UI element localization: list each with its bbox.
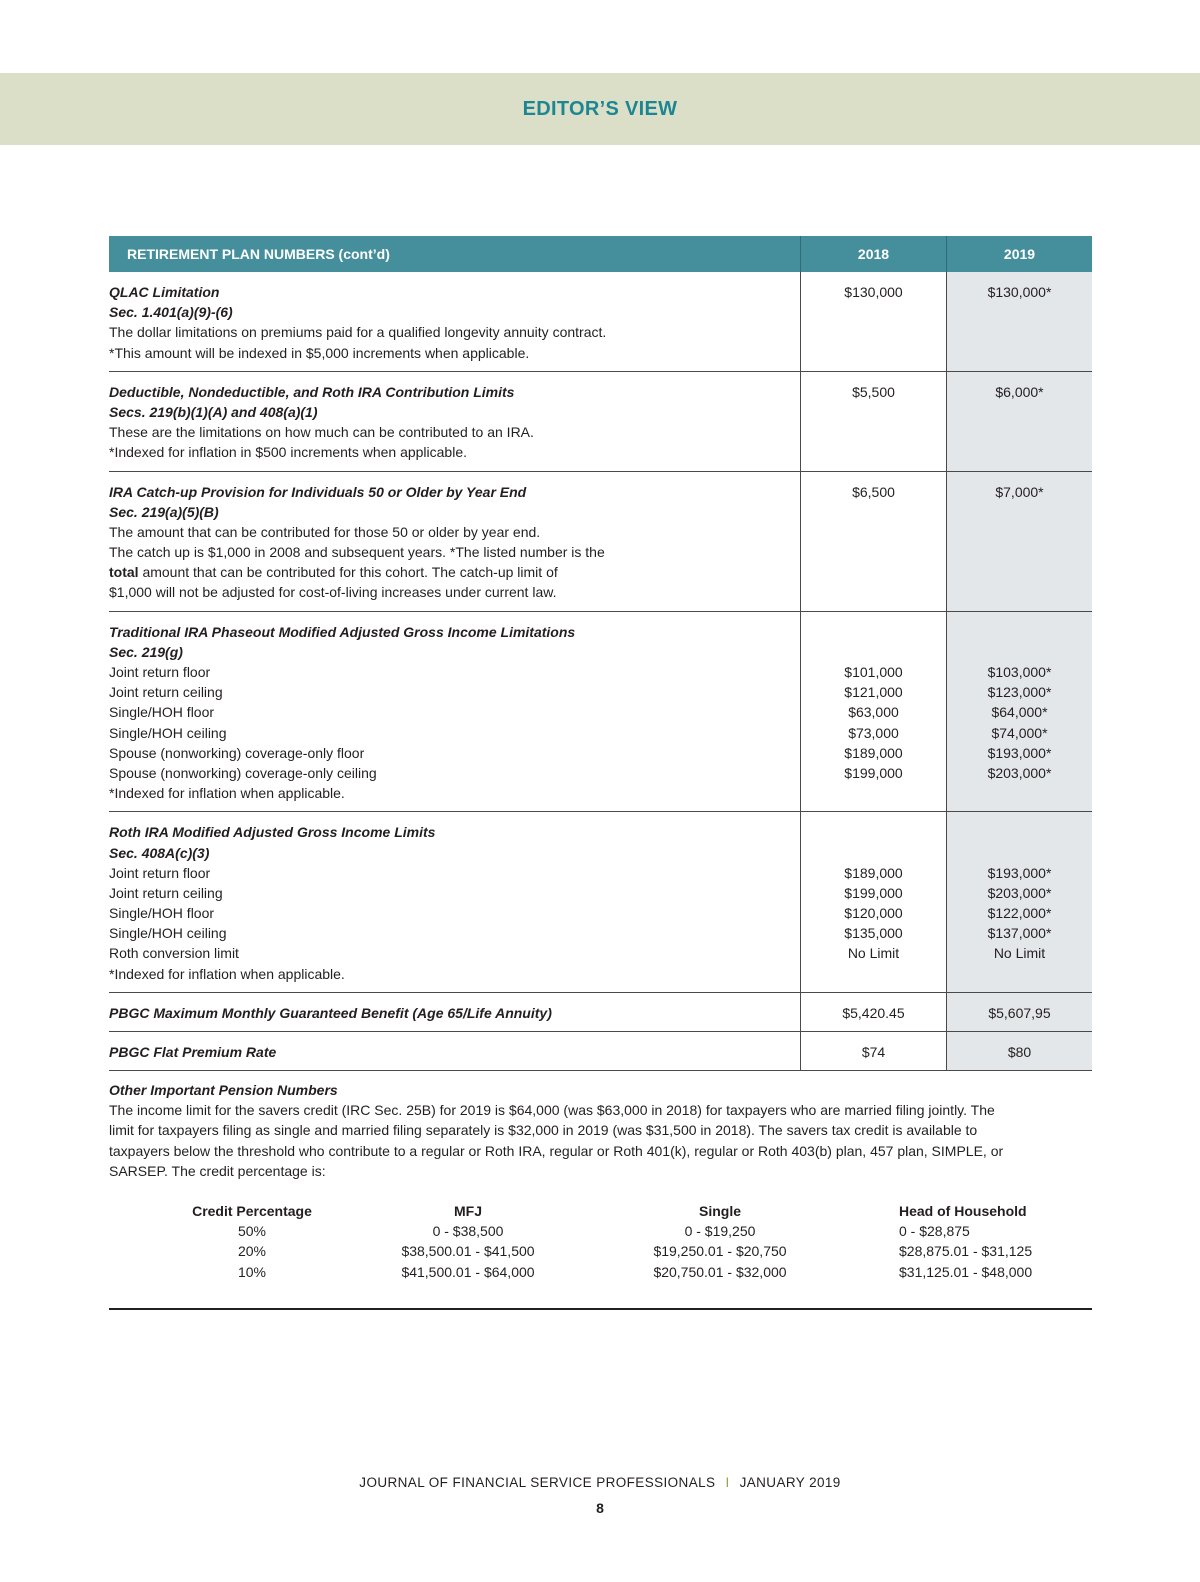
item-label: Single/HOH ceiling — [109, 724, 227, 741]
credit-cell: $38,500.01 - $41,500 — [401, 1243, 535, 1260]
value-2018: $73,000 — [848, 724, 899, 741]
credit-cell: 10% — [237, 1263, 267, 1280]
item-label: Joint return floor — [109, 864, 211, 881]
item-label: Joint return ceiling — [109, 884, 223, 901]
value-2019: $193,000* — [987, 744, 1052, 761]
value-2019: $137,000* — [987, 925, 1052, 942]
row-title: PBGC Maximum Monthly Guaranteed Benefit (Age 65/Life Annuity) — [109, 1004, 552, 1021]
row-section: Sec. 1.401(a)(9)-(6) — [109, 304, 233, 321]
item-label: Joint return floor — [109, 664, 211, 680]
item-label: Single/HOH ceiling — [109, 925, 227, 942]
table-row — [109, 272, 1092, 372]
journal-name: JOURNAL OF FINANCIAL SERVICE PROFESSIONALS — [359, 1475, 716, 1490]
value-2018: $5,500 — [852, 383, 895, 400]
value-2019: $203,000* — [987, 764, 1052, 781]
item-label: Single/HOH floor — [109, 704, 215, 721]
item-label: Spouse (nonworking) coverage-only floor — [109, 744, 365, 761]
item-label: Single/HOH floor — [109, 905, 215, 922]
value-2019: $74,000* — [991, 724, 1048, 741]
bottom-divider — [109, 1308, 1092, 1310]
banner-title: EDITOR’S VIEW — [522, 97, 678, 120]
credit-cell: $19,250.01 - $20,750 — [653, 1243, 787, 1260]
credit-cell: $41,500.01 - $64,000 — [401, 1263, 535, 1280]
row-text — [109, 562, 794, 582]
credit-header-cell: Credit Percentage — [192, 1203, 312, 1219]
credit-table-row — [109, 1221, 1092, 1241]
credit-cell: 0 - $19,250 — [684, 1223, 756, 1240]
other-text: The income limit for the savers credit (IRC Sec. 25B) for 2019 is $64,000 (was $63,000 in 2018) for taxpayers who are married filing jointly. The — [109, 1102, 995, 1119]
value-2018: $130,000 — [844, 284, 903, 300]
credit-table-header — [109, 1201, 1092, 1221]
other-pension-numbers — [109, 1080, 1092, 1181]
value-2019: $80 — [1007, 1044, 1032, 1060]
table-header-2018: 2018 — [800, 236, 946, 272]
table-row — [109, 1032, 1092, 1071]
value-2019: $193,000* — [987, 864, 1052, 881]
credit-header-cell: Single — [698, 1203, 741, 1219]
value-2018: $189,000 — [844, 744, 903, 761]
other-text: taxpayers below the threshold who contribute to a regular or Roth IRA, regular or Roth 401(k), regular or Roth 403(b) plan, 457 plan, SIMPLE, or — [109, 1142, 1004, 1159]
item-label: Roth conversion limit — [109, 945, 239, 962]
row-text-rest: amount that can be contributed for this cohort. The catch-up limit of — [138, 564, 558, 581]
value-2018: $6,500 — [852, 483, 895, 500]
value-2019: $6,000* — [995, 383, 1044, 400]
value-2019: $123,000* — [987, 684, 1052, 701]
retirement-plan-table — [109, 236, 1092, 1071]
value-2018: $199,000 — [844, 764, 903, 781]
section-banner — [0, 73, 1200, 145]
value-2019: No Limit — [993, 945, 1046, 962]
value-2018: $120,000 — [844, 905, 903, 922]
row-title: QLAC Limitation — [109, 284, 220, 300]
row-section: Sec. 219(a)(5)(B) — [109, 503, 219, 520]
item-label: Joint return ceiling — [109, 684, 223, 701]
row-text: The catch up is $1,000 in 2008 and subsequent years. *The listed number is the — [109, 544, 605, 561]
table-header-2019: 2019 — [946, 236, 1092, 272]
value-2019: $64,000* — [991, 704, 1048, 721]
value-2019: $7,000* — [995, 483, 1044, 500]
value-2018: $101,000 — [844, 664, 903, 680]
table-row — [109, 612, 1092, 813]
row-title: Traditional IRA Phaseout Modified Adjusted Gross Income Limitations — [109, 623, 576, 640]
value-2018: $74 — [861, 1044, 886, 1060]
row-section: Secs. 219(b)(1)(A) and 408(a)(1) — [109, 403, 318, 420]
other-title: Other Important Pension Numbers — [109, 1082, 338, 1098]
value-2018: $5,420.45 — [842, 1004, 905, 1021]
row-text: $1,000 will not be adjusted for cost-of-living increases under current law. — [109, 584, 557, 601]
value-2019: $130,000* — [987, 284, 1052, 300]
row-text: These are the limitations on how much can be contributed to an IRA. — [109, 424, 534, 441]
page-footer — [0, 1475, 1200, 1490]
value-2018: $135,000 — [844, 925, 903, 942]
row-text: *Indexed for inflation in $500 increments when applicable. — [109, 444, 468, 461]
row-title: IRA Catch-up Provision for Individuals 50 or Older by Year End — [109, 483, 527, 500]
table-row — [109, 472, 1092, 612]
row-title: PBGC Flat Premium Rate — [109, 1044, 277, 1060]
credit-cell: 0 - $28,875 — [899, 1223, 970, 1240]
item-label: Spouse (nonworking) coverage-only ceiling — [109, 764, 377, 781]
value-2018: $121,000 — [844, 684, 903, 701]
table-row — [109, 372, 1092, 472]
value-2018: $63,000 — [848, 704, 899, 721]
row-text: The dollar limitations on premiums paid for a qualified longevity annuity contract. — [109, 324, 607, 341]
table-header — [109, 236, 1092, 272]
value-2019: $122,000* — [987, 905, 1052, 922]
footer-separator: I — [725, 1475, 730, 1490]
credit-table-row — [109, 1262, 1092, 1282]
credit-cell: 20% — [237, 1243, 267, 1260]
value-2018: $199,000 — [844, 884, 903, 901]
credit-cell: 50% — [237, 1223, 267, 1240]
value-2018: No Limit — [847, 945, 900, 962]
table-header-title: RETIREMENT PLAN NUMBERS (cont’d) — [127, 246, 390, 262]
credit-table-row — [109, 1241, 1092, 1261]
row-title: Deductible, Nondeductible, and Roth IRA Contribution Limits — [109, 383, 515, 400]
row-text: *This amount will be indexed in $5,000 increments when applicable. — [109, 344, 530, 361]
credit-cell: $31,125.01 - $48,000 — [899, 1263, 1033, 1280]
credit-header-cell: MFJ — [454, 1203, 482, 1219]
credit-percentage-table — [109, 1201, 1092, 1282]
value-2019: $5,607,95 — [988, 1004, 1051, 1021]
row-note: *Indexed for inflation when applicable. — [109, 965, 345, 982]
credit-header-cell: Head of Household — [899, 1203, 1027, 1219]
credit-cell: $28,875.01 - $31,125 — [899, 1243, 1033, 1260]
value-2018: $189,000 — [844, 864, 903, 881]
credit-cell: $20,750.01 - $32,000 — [653, 1263, 787, 1280]
row-title: Roth IRA Modified Adjusted Gross Income Limits — [109, 824, 436, 841]
row-text: The amount that can be contributed for those 50 or older by year end. — [109, 523, 541, 540]
row-section: Sec. 219(g) — [109, 643, 183, 660]
other-text: SARSEP. The credit percentage is: — [109, 1162, 326, 1179]
row-note: *Indexed for inflation when applicable. — [109, 785, 345, 802]
row-section: Sec. 408A(c)(3) — [109, 844, 210, 861]
issue-date: JANUARY 2019 — [739, 1475, 841, 1490]
table-row — [109, 812, 1092, 993]
bold-word: total — [109, 564, 139, 581]
credit-cell: 0 - $38,500 — [432, 1223, 504, 1240]
value-2019: $103,000* — [987, 664, 1052, 680]
value-2019: $203,000* — [987, 884, 1052, 901]
table-row — [109, 993, 1092, 1032]
other-text: limit for taxpayers filing as single and married filing separately is $32,000 in 2019 (was $31,500 in 2018). The savers tax credit is available to — [109, 1122, 978, 1139]
page-number: 8 — [596, 1500, 604, 1516]
